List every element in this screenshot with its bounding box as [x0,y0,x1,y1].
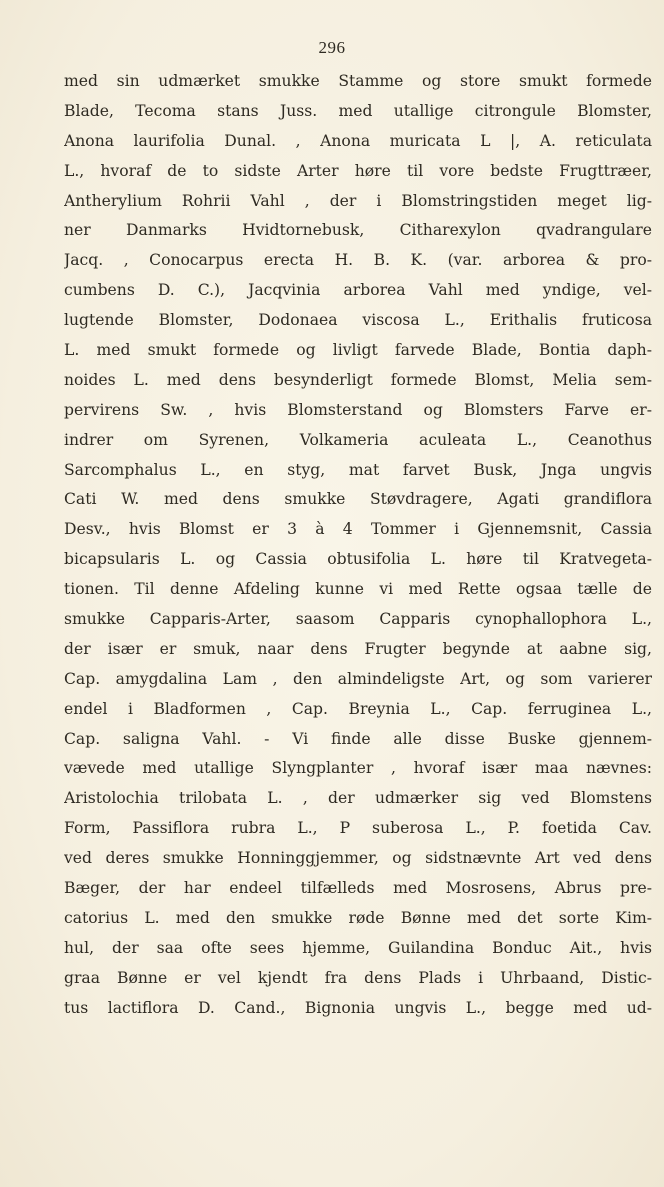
text-line: Jacq. , Conocarpus erecta H. B. K. (var. arborea & pro- [64,251,652,270]
text-line: Antherylium Rohrii Vahl , der i Blomstringstiden meget lig- [64,191,652,210]
text-line: Blade, Tecoma stans Juss. med utallige citrongule Blomster, [64,101,652,120]
text-line: Aristolochia trilobata L. , der udmærker sig ved Blomstens [64,789,652,808]
text-line: tus lactiflora D. Cand., Bignonia ungvis L., begge med ud- [64,998,652,1017]
text-line: smukke Capparis-Arter, saasom Capparis cynophallophora L., [64,610,652,629]
text-line: der især er smuk, naar dens Frugter begynde at aabne sig, [64,639,652,658]
text-line: vævede med utallige Slyngplanter , hvoraf især maa nævnes: [64,759,652,778]
text-line: ved deres smukke Honninggjemmer, og sidstnævnte Art ved dens [64,849,652,868]
text-line: noides L. med dens besynderligt formede Blomst, Melia sem- [64,370,652,389]
text-line: Form, Passiflora rubra L., P suberosa L., P. foetida Cav. [64,819,652,838]
text-line: tionen. Til denne Afdeling kunne vi med Rette ogsaa tælle de [64,580,652,599]
text-line: Cap. saligna Vahl. - Vi finde alle disse Buske gjennem- [64,729,652,748]
text-line: ner Danmarks Hvidtornebusk, Citharexylon qvadrangulare [64,221,652,240]
text-line: cumbens D. C.), Jacqvinia arborea Vahl med yndige, vel- [64,281,652,300]
text-line: indrer om Syrenen, Volkameria aculeata L., Ceanothus [64,430,652,449]
text-line: med sin udmærket smukke Stamme og store smukt formede [64,72,652,90]
text-line: L., hvoraf de to sidste Arter høre til vore bedste Frugttræer, [64,161,652,180]
text-line: Desv., hvis Blomst er 3 à 4 Tommer i Gjennemsnit, Cassia [64,520,652,539]
text-line: Cati W. med dens smukke Støvdragere, Agati grandiflora [64,490,652,509]
text-line: lugtende Blomster, Dodonaea viscosa L., Erithalis fruticosa [64,311,652,330]
text-line: graa Bønne er vel kjendt fra dens Plads i Uhrbaand, Distic- [64,968,652,987]
text-line: catorius L. med den smukke røde Bønne med det sorte Kim- [64,908,652,927]
text-line: L. med smukt formede og livligt farvede Blade, Bontia daph- [64,341,652,360]
page-number: 296 [318,38,346,57]
text-line: Anona laurifolia Dunal. , Anona muricata L |, A. reticulata [64,131,652,150]
text-line: endel i Bladformen , Cap. Breynia L., Cap. ferruginea L., [64,699,652,718]
text-line: hul, der saa ofte sees hjemme, Guilandina Bonduc Ait., hvis [64,938,652,957]
text-line: pervirens Sw. , hvis Blomsterstand og Blomsters Farve er- [64,400,652,419]
body-text [64,67,652,1024]
text-line: Cap. amygdalina Lam , den almindeligste Art, og som varierer [64,669,652,688]
text-line: Sarcomphalus L., en styg, mat farvet Busk, Jnga ungvis [64,460,652,479]
text-line: bicapsularis L. og Cassia obtusifolia L. høre til Kratvegeta- [64,550,652,569]
text-line: Bæger, der har endeel tilfælleds med Mosrosens, Abrus pre- [64,879,652,898]
